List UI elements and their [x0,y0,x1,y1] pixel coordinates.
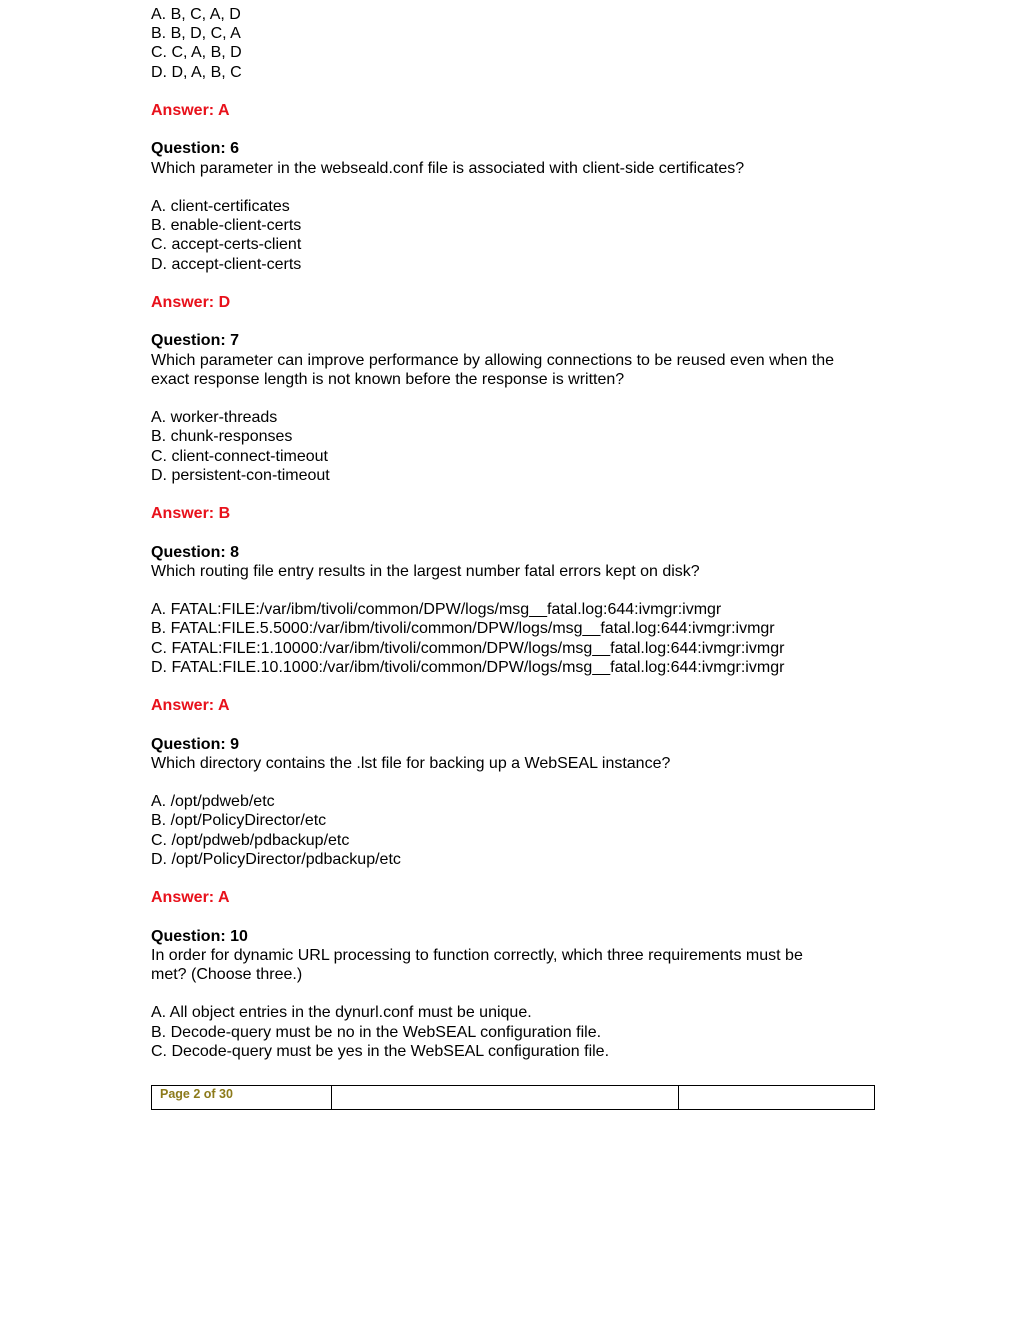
option-a: A. client-certificates [151,197,290,215]
question-text-line: exact response length is not known before the response is written? [151,370,625,388]
option-d: D. FATAL:FILE.10.1000:/var/ibm/tivoli/common/DPW/logs/msg__fatal.log:644:ivmgr:ivmgr [151,658,785,676]
option-a: A. FATAL:FILE:/var/ibm/tivoli/common/DPW/logs/msg__fatal.log:644:ivmgr:ivmgr [151,601,722,619]
page-number-label: Page 2 of 30 [152,1086,332,1109]
option-d: D. persistent-con-timeout [151,466,330,484]
document-body [151,5,875,1061]
option-d: D. /opt/PolicyDirector/pdbackup/etc [151,850,401,868]
answer-label: Answer: D [151,293,231,311]
question-heading: Question: 8 [151,543,240,561]
option-a: A. worker-threads [151,409,278,427]
prev-options-list [151,5,875,82]
question-text-line: In order for dynamic URL processing to function correctly, which three requirements must be [151,946,803,964]
option-d: D. accept-client-certs [151,255,302,273]
option-b: B. FATAL:FILE.5.5000:/var/ibm/tivoli/common/DPW/logs/msg__fatal.log:644:ivmgr:ivmgr [151,620,775,638]
option-c: C. accept-certs-client [151,236,302,254]
question-block [151,139,875,331]
option-c: C. FATAL:FILE:1.10000:/var/ibm/tivoli/common/DPW/logs/msg__fatal.log:644:ivmgr:ivmgr [151,639,785,657]
option-b: B. Decode-query must be no in the WebSEAL configuration file. [151,1023,602,1041]
question-heading: Question: 7 [151,332,240,350]
option-b: B. B, D, C, A [151,25,241,43]
option-b: B. chunk-responses [151,428,293,446]
question-block [151,543,875,735]
option-b: B. enable-client-certs [151,217,302,235]
question-text: Which routing file entry results in the largest number fatal errors kept on disk? [151,562,700,580]
footer-cell-middle [332,1086,679,1109]
question-text-line: Which parameter can improve performance by allowing connections to be reused even when the [151,351,835,369]
option-a: A. All object entries in the dynurl.conf must be unique. [151,1004,532,1022]
answer-label: Answer: B [151,505,231,523]
question-block [151,735,875,927]
option-d: D. D, A, B, C [151,63,242,81]
question-heading: Question: 10 [151,927,248,945]
footer-cell-right [679,1086,874,1109]
question-heading: Question: 9 [151,735,240,753]
option-c: C. C, A, B, D [151,44,242,62]
answer-label: Answer: A [151,889,230,907]
question-text: Which directory contains the .lst file for backing up a WebSEAL instance? [151,754,671,772]
question-block [151,331,875,542]
answer-label: Answer: A [151,102,230,119]
question-text-line: met? (Choose three.) [151,965,303,983]
answer-label: Answer: A [151,697,230,715]
question-heading: Question: 6 [151,140,240,158]
option-b: B. /opt/PolicyDirector/etc [151,812,327,830]
option-a: A. /opt/pdweb/etc [151,793,275,811]
option-c: C. /opt/pdweb/pdbackup/etc [151,831,350,849]
option-c: C. Decode-query must be yes in the WebSEAL configuration file. [151,1042,610,1060]
page-footer [151,1085,875,1110]
question-block [151,927,875,1061]
question-text: Which parameter in the webseald.conf file is associated with client-side certificates? [151,159,745,177]
option-a: A. B, C, A, D [151,6,241,23]
option-c: C. client-connect-timeout [151,447,328,465]
